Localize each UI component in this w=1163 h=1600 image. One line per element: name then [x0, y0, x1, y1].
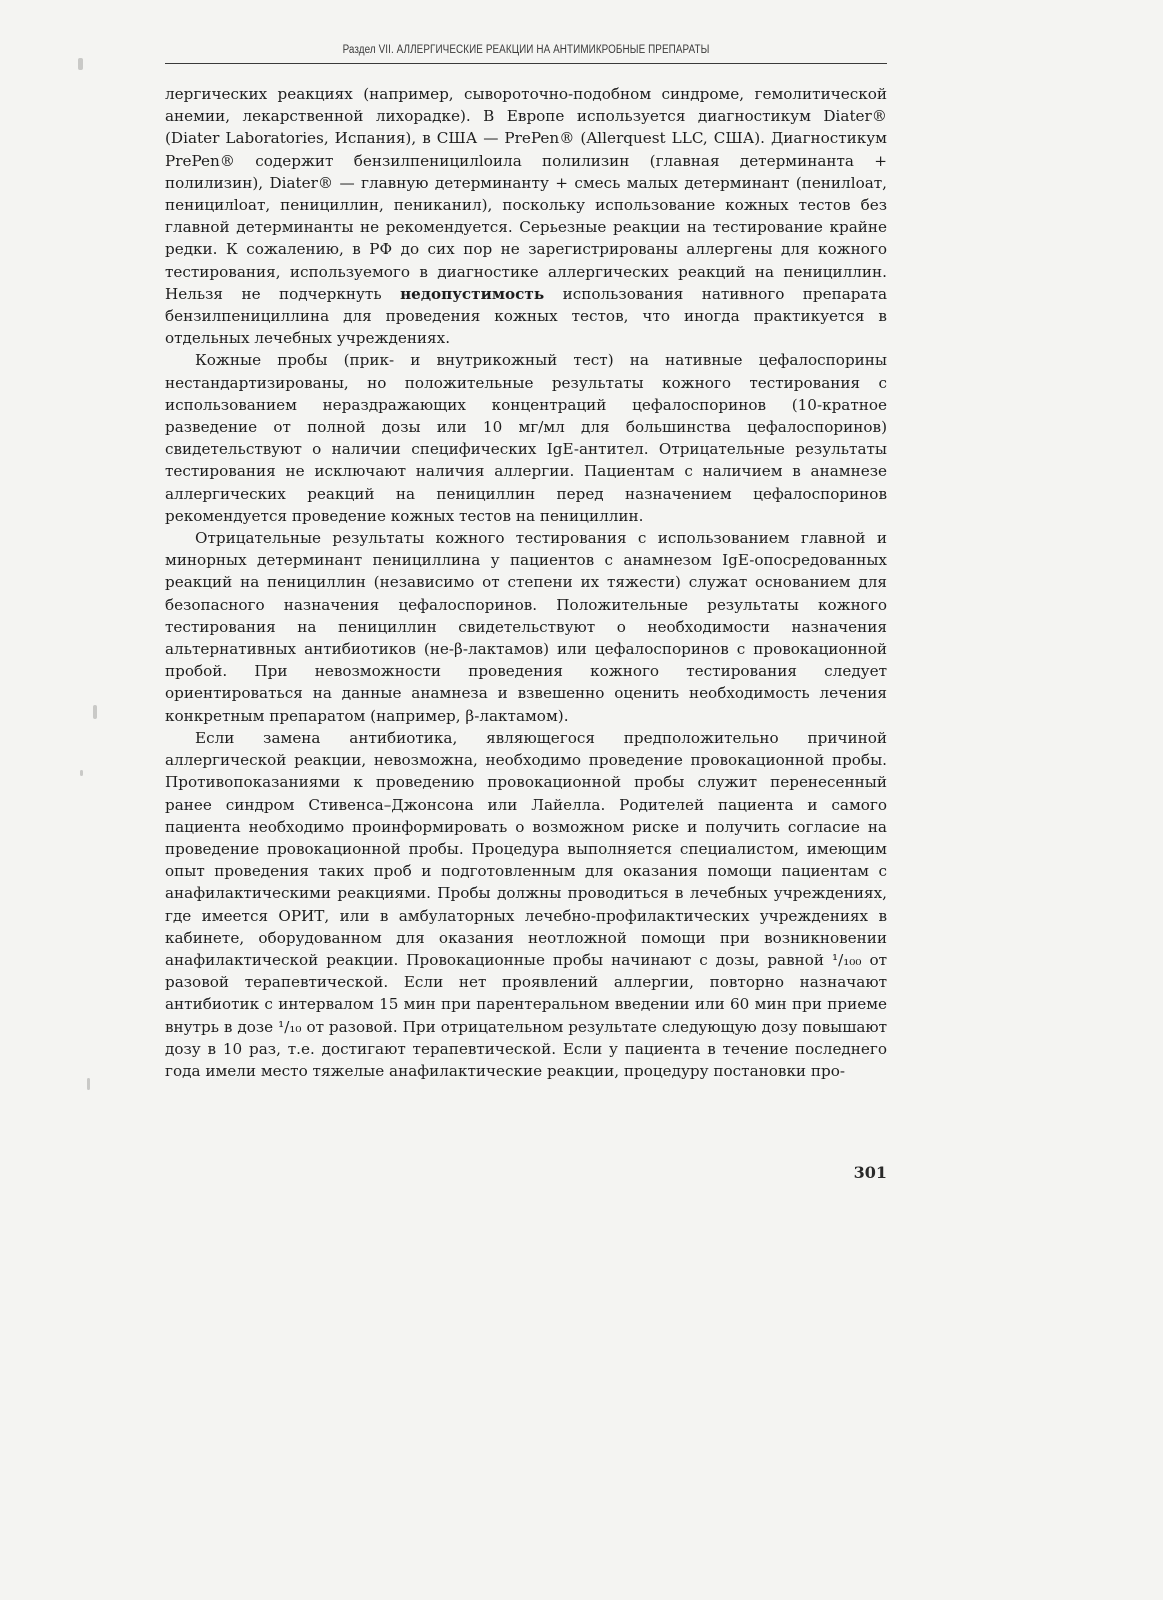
fraction: ¹/₁₀	[278, 1017, 302, 1036]
paragraph-4: Если замена антибиотика, являющегося предположительно причиной аллергической реакции, невозможна, необходимо проведение провокационной пробы. Противопоказаниями к проведению провокационной пробы служит перенесенный ранее синдром Стивенса–Джонсона или Лайелла. Родителей пациента и самого пациента необходимо проинформировать о возможном риске и получить согласие на проведение провокационной пробы. Процедура выполняется специалистом, имеющим опыт проведения таких проб и подготовленным для оказания помощи пациентам с анафилактическими реакциями. Пробы должны проводиться в лечебных учреждениях, где имеется ОРИТ, или в амбулаторных лечебно-профилактических учреждениях в кабинете, оборудованном для оказания неотложной помощи при возникновении анафилактической реакции. Провокационные пробы начинают с дозы, равной ¹/₁₀₀ от разовой терапевтической. Если нет проявлений аллергии, повторно назначают антибиотик с интервалом 15 мин при парентеральном введении или 60 мин при приеме внутрь в дозе ¹/₁₀ от разовой. При отрицательном результате следующую дозу повышают дозу в 10 раз, т.е. достигают терапевтической. Если у пациента в течение последнего года имели место тяжелые анафилактические реакции, процедуру постановки про-	[165, 728, 888, 1080]
scan-margin-mark	[87, 1078, 90, 1090]
running-head: Раздел VII. АЛЛЕРГИЧЕСКИЕ РЕАКЦИИ НА АНТИМИКРОБНЫЕ ПРЕПАРАТЫ	[342, 44, 710, 56]
scan-margin-mark	[78, 58, 83, 70]
paragraph-2: Кожные пробы (прик- и внутрикожный тест) на нативные цефалоспорины нестандартизированы, но положительные результаты кожного тестирования с использованием нераздражающих концентраций цефалоспоринов (10-кратное разведение от полной дозы или 10 мг/мл для большинства цефалоспоринов) свидетельствуют о наличии специфических IgE-антител. Отрицательные результаты тестирования не исключают наличия аллергии. Пациентам с наличием в анамнезе аллергических реакций на пенициллин перед назначением цефалоспоринов рекомендуется проведение кожных тестов на пенициллин.	[165, 351, 887, 525]
scan-margin-mark	[80, 770, 83, 776]
fraction: ¹/₁₀₀	[832, 950, 862, 969]
paragraph-3: Отрицательные результаты кожного тестирования с использованием главной и минорных детерминант пенициллина у пациентов с анамнезом IgE-опосредованных реакций на пенициллин (независимо от степени их тяжести) служат основанием для безопасного назначения цефалоспоринов. Положительные результаты кожного тестирования на пенициллин свидетельствуют о необходимости назначения альтернативных антибиотиков (не-β-лактамов) или цефалоспоринов с провокационной пробой. При невозможности проведения кожного тестирования следует ориентироваться на данные анамнеза и взвешенно оценить необходимость лечения конкретным препаратом (например, β-лактамом).	[165, 529, 887, 725]
paragraph-1: лергических реакциях (например, сывороточно-подобном синдроме, гемолитической анемии, лекарственной лихорадке). В Европе используется диагностикум Diater® (Diater Laboratories, Испания), в США — PrePen® (Allerquest LLC, США). Диагностикум PrePen® содержит бензилпеницилloила полилизин (главная детерминанта + полилизин), Diater® — главную детерминанту + смесь малых детерминант (пенилloат, пеницилloат, пенициллин, пениканил), поскольку использование кожных тестов без главной детерминанты не рекомендуется. Серьезные реакции на тестирование крайне редки. К сожалению, в РФ до сих пор не зарегистрированы аллергены для кожного тестирования, используемого в диагностике аллергических реакций на пенициллин. Нельзя не подчеркнуть недопустимость использования нативного препарата бензилпенициллина для проведения кожных тестов, что иногда практикуется в отдельных лечебных учреждениях.	[165, 85, 888, 348]
page-number: 301	[853, 1163, 887, 1182]
body-text	[165, 83, 887, 1082]
header-rule	[165, 63, 887, 64]
scan-margin-mark	[93, 705, 97, 719]
emphasis: недопустимость	[400, 284, 545, 303]
